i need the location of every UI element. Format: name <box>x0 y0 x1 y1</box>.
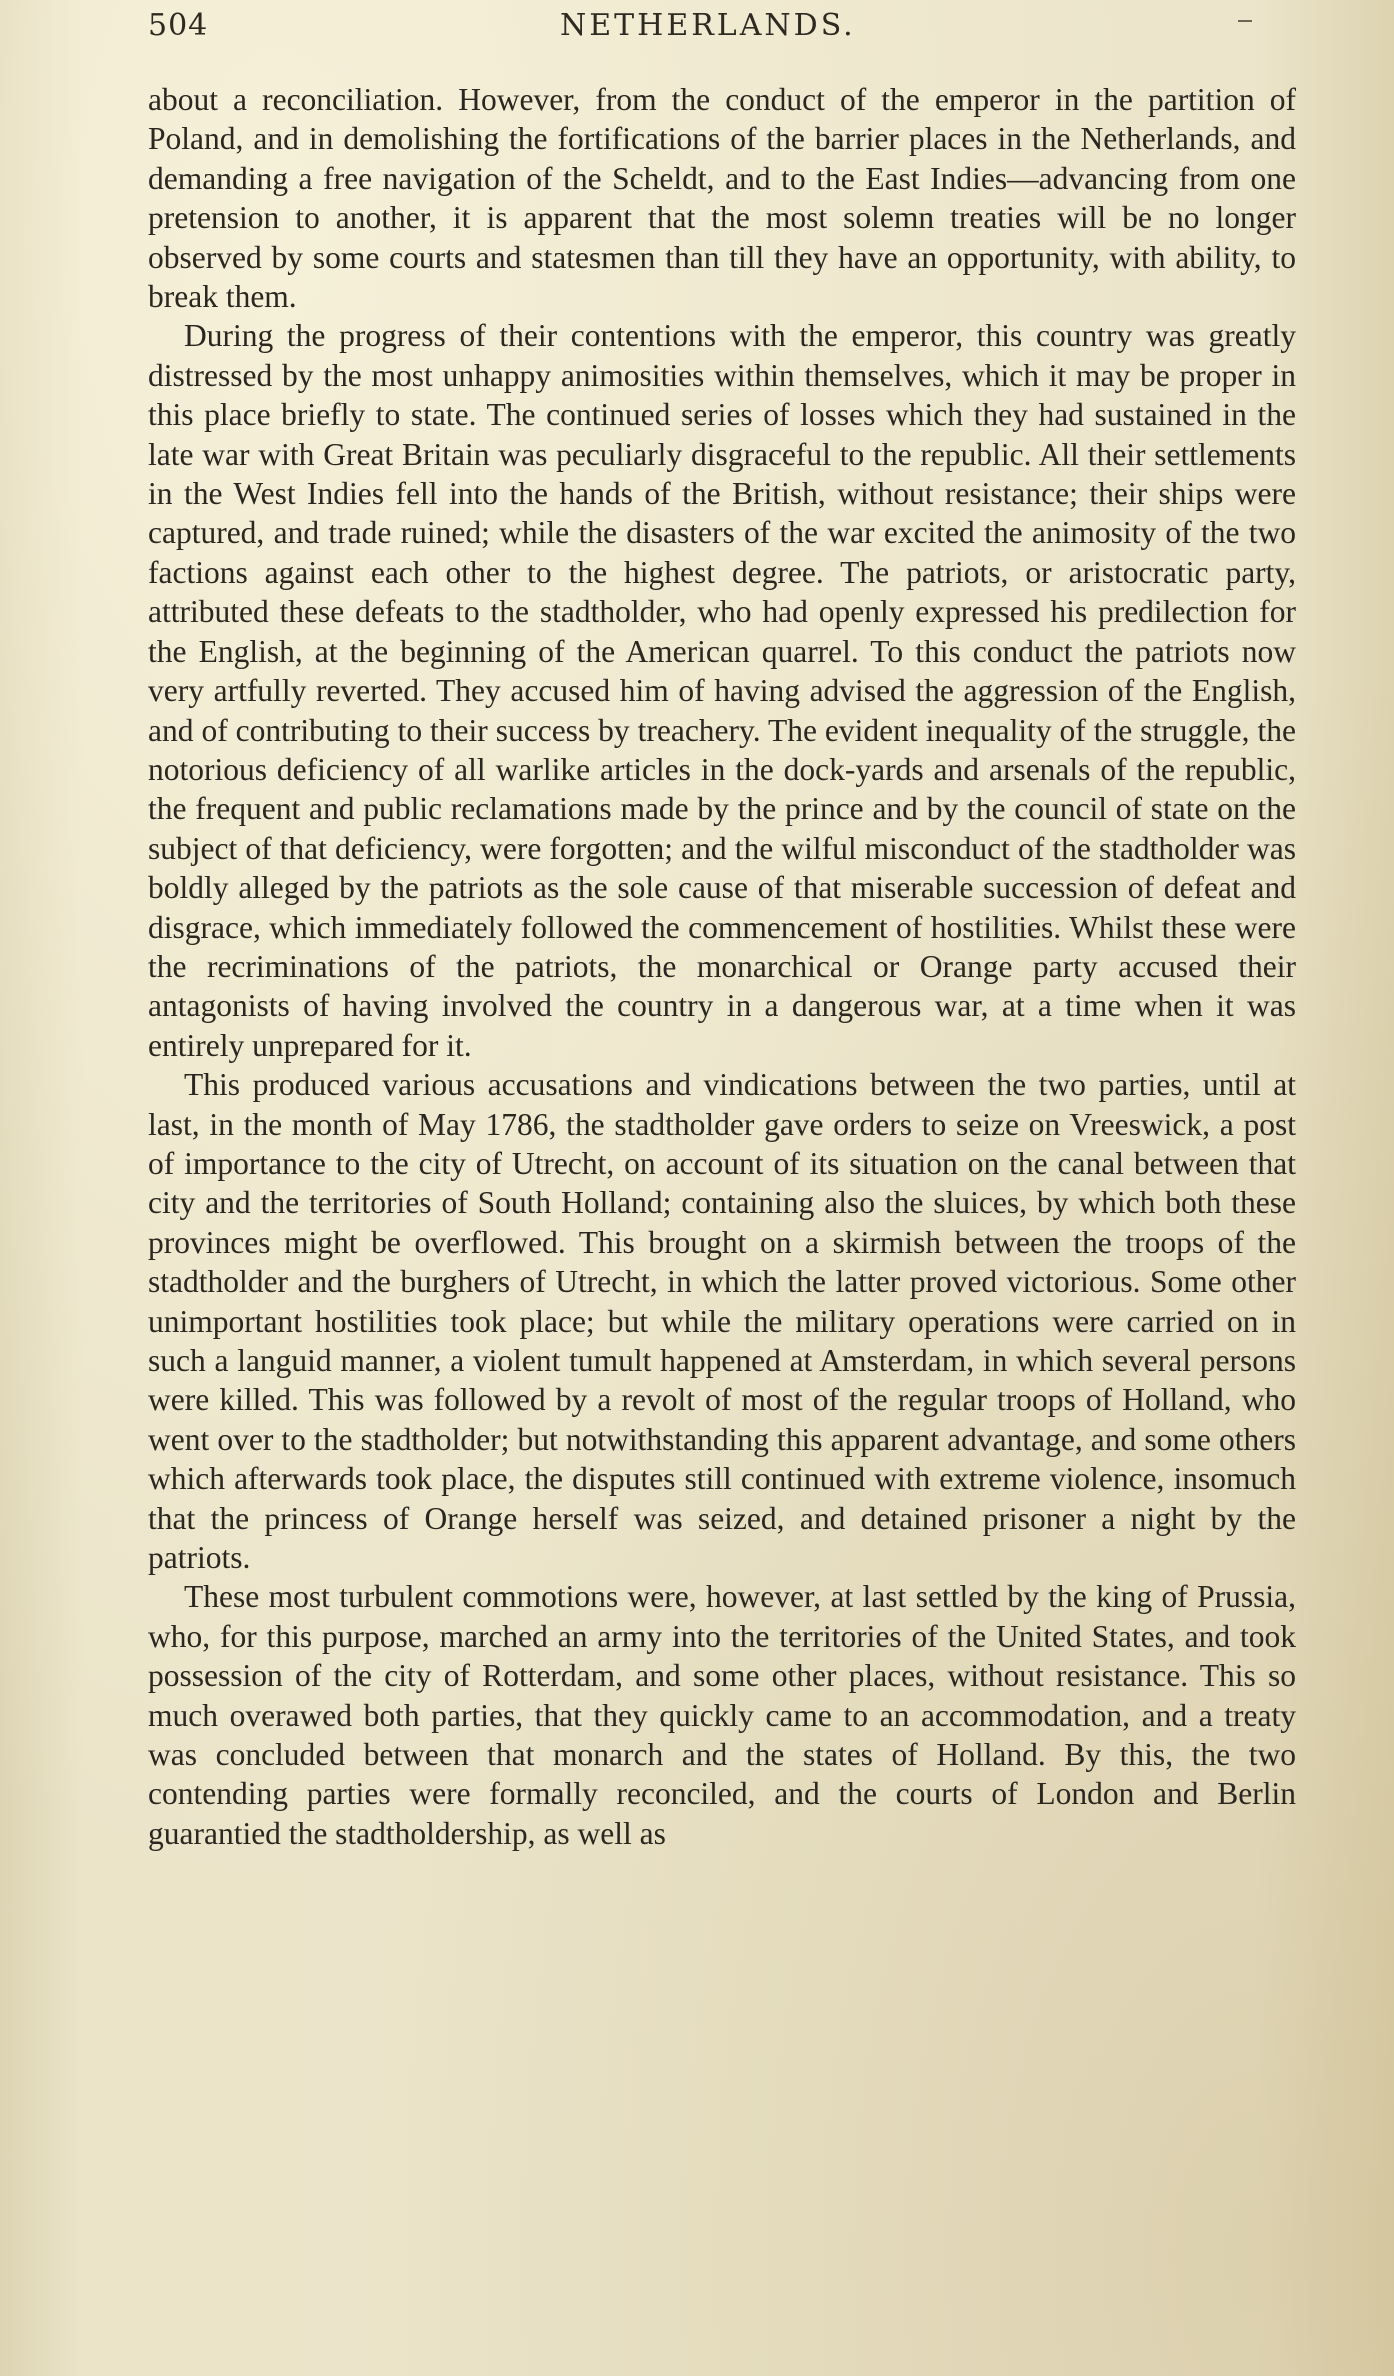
page-number: 504 <box>148 8 209 43</box>
running-head: NETHERLANDS. <box>560 8 856 43</box>
page-header <box>148 8 1288 48</box>
ink-mark <box>1238 20 1252 22</box>
paragraph-2: During the progress of their contentions with the emperor, this country was greatly distressed by the most unhappy animosities within themselves, which it may be proper in this place briefly to state. The continued series of losses which they had sustained in the late war with Great Britain was peculiarly disgraceful to the republic. All their settlements in the West Indies fell into the hands of the British, without resistance; their ships were captured, and trade ruined; while the disasters of the war excited the animosity of the two factions against each other to the highest degree. The patriots, or aristocratic party, attributed these defeats to the stadtholder, who had openly expressed his predilection for the English, at the beginning of the American quarrel. To this conduct the patriots now very artfully reverted. They accused him of having advised the aggression of the English, and of contributing to their success by treachery. The evident inequality of the struggle, the notorious deficiency of all warlike articles in the dock-yards and arsenals of the republic, the frequent and public reclamations made by the prince and by the council of state on the subject of that deficiency, were forgotten; and the wilful misconduct of the stadtholder was boldly alleged by the patriots as the sole cause of that miserable succession of defeat and disgrace, which immediately followed the commencement of hostilities. Whilst these were the recriminations of the patriots, the monarchical or Orange party accused their antagonists of having involved the country in a dangerous war, at a time when it was entirely unprepared for it. <box>148 318 1296 1063</box>
paragraph-4: These most turbulent commotions were, however, at last settled by the king of Prussia, who, for this purpose, marched an army into the territories of the United States, and took possession of the city of Rotterdam, and some other places, without resistance. This so much overawed both parties, that they quickly came to an accommodation, and a treaty was concluded between that monarch and the states of Holland. By this, the two contending parties were formally reconciled, and the courts of London and Berlin guarantied the stadtholdership, as well as <box>148 1579 1296 1851</box>
body-text <box>148 80 1296 1853</box>
paragraph-3: This produced various accusations and vindications between the two parties, until at last, in the month of May 1786, the stadtholder gave orders to seize on Vreeswick, a post of importance to the city of Utrecht, on account of its situation on the canal between that city and the territories of South Holland; containing also the sluices, by which both these provinces might be overflowed. This brought on a skirmish between the troops of the stadtholder and the burghers of Utrecht, in which the latter proved victorious. Some other unimportant hostilities took place; but while the military operations were carried on in such a languid manner, a violent tumult happened at Amsterdam, in which several persons were killed. This was followed by a revolt of most of the regular troops of Holland, who went over to the stadtholder; but notwithstanding this apparent advantage, and some others which afterwards took place, the disputes still continued with extreme violence, insomuch that the princess of Orange herself was seized, and detained prisoner a night by the patriots. <box>148 1067 1296 1576</box>
paragraph-1: about a reconciliation. However, from the conduct of the emperor in the partition of Poland, and in demolishing the fortifications of the barrier places in the Netherlands, and demanding a free navigation of the Scheldt, and to the East Indies—advancing from one pretension to another, it is apparent that the most solemn treaties will be no longer observed by some courts and statesmen than till they have an opportunity, with ability, to break them. <box>148 82 1296 315</box>
